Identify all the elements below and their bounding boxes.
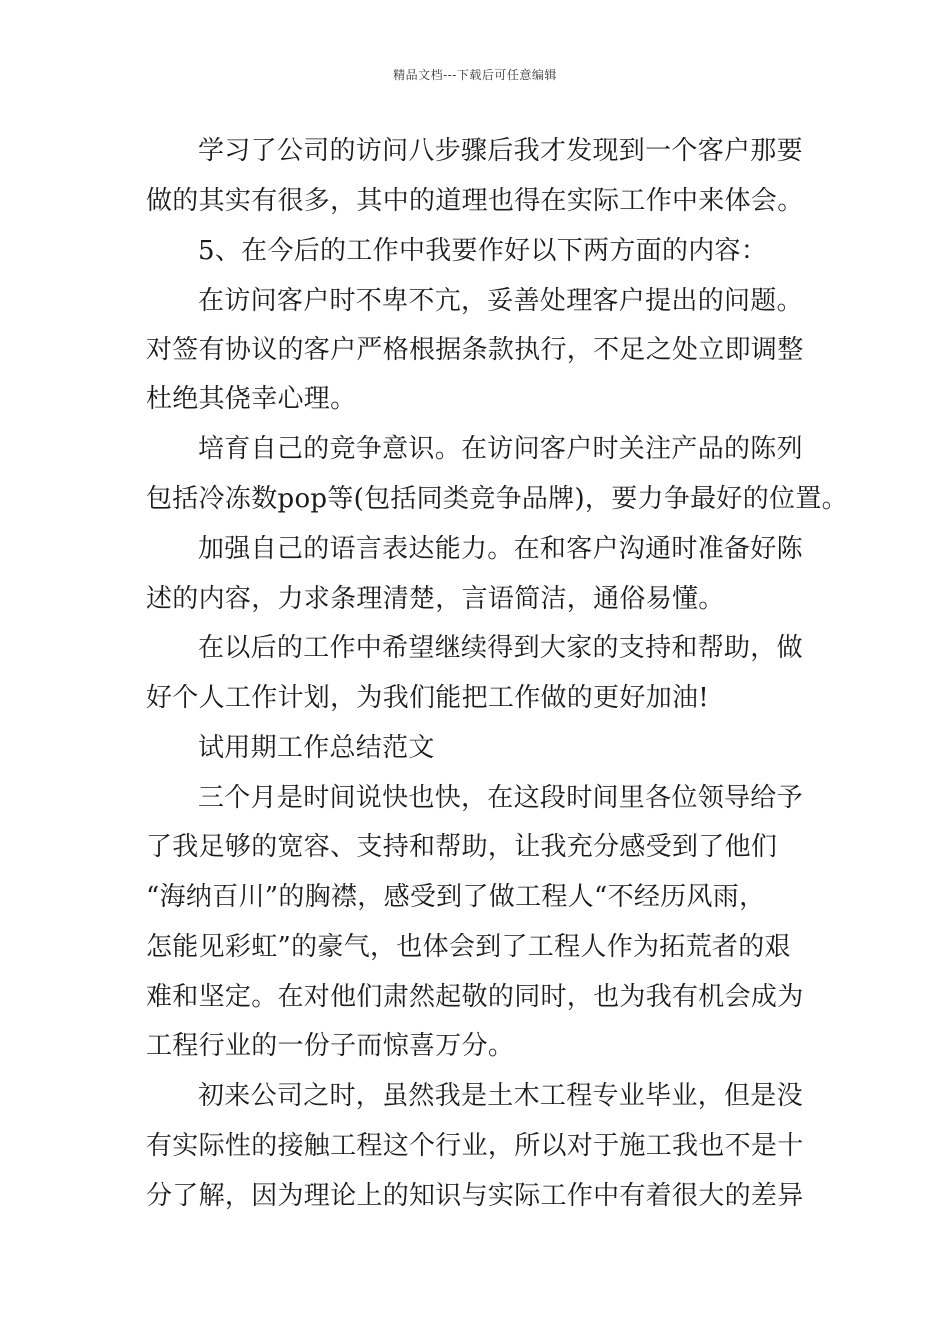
section-title: 试用期工作总结范文: [198, 733, 435, 763]
text-line: 初来公司之时，虽然我是土木工程专业毕业，但是没: [198, 1081, 803, 1111]
text-line: 杜绝其侥幸心理。: [146, 384, 357, 414]
text-line: “海纳百川”的胸襟，感受到了做工程人“不经历风雨，: [146, 882, 766, 912]
text-line: 工程行业的一份子而惊喜万分。: [146, 1031, 515, 1061]
text-line: 好个人工作计划，为我们能把工作做的更好加油!: [146, 683, 710, 713]
text-line: 对签有协议的客户严格根据条款执行，不足之处立即调整: [146, 335, 804, 365]
text-line: 在访问客户时不卑不亢，妥善处理客户提出的问题。: [198, 286, 803, 316]
text-line: 在以后的工作中希望继续得到大家的支持和帮助，做: [198, 633, 803, 663]
text-line: 学习了公司的访问八步骤后我才发现到一个客户那要: [198, 136, 803, 166]
text-line: 述的内容，力求条理清楚，言语简洁，通俗易懂。: [146, 584, 725, 614]
page-header: 精品文档---下载后可任意编辑: [393, 68, 557, 82]
text-line: 加强自己的语言表达能力。在和客户沟通时准备好陈: [198, 534, 803, 564]
text-line: 做的其实有很多，其中的道理也得在实际工作中来体会。: [146, 186, 804, 216]
text-line: 三个月是时间说快也快，在这段时间里各位领导给予: [198, 783, 803, 813]
text-line: 了我足够的宽容、支持和帮助，让我充分感受到了他们: [146, 832, 778, 862]
text-line: 包括冷冻数pop等(包括同类竞争品牌)，要力争最好的位置。: [146, 484, 848, 514]
text-line: 怎能见彩虹”的豪气，也体会到了工程人作为拓荒者的艰: [146, 932, 791, 962]
text-line: 5、在今后的工作中我要作好以下两方面的内容：: [198, 236, 768, 266]
text-line: 分了解，因为理论上的知识与实际工作中有着很大的差异: [146, 1181, 804, 1211]
text-line: 有实际性的接触工程这个行业，所以对于施工我也不是十: [146, 1131, 804, 1161]
text-line: 难和坚定。在对他们肃然起敬的同时，也为我有机会成为: [146, 982, 804, 1012]
text-line: 培育自己的竞争意识。在访问客户时关注产品的陈列: [198, 434, 803, 464]
